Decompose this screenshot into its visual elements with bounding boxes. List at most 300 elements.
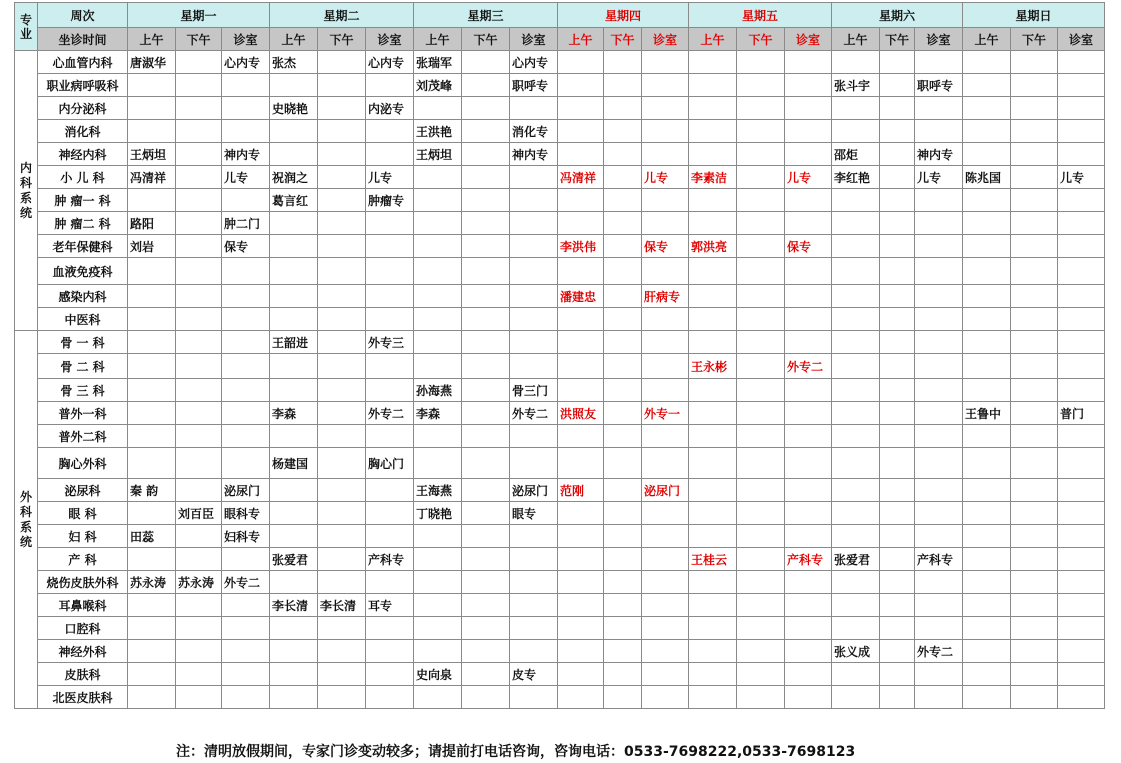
schedule-cell — [785, 594, 832, 617]
schedule-cell — [832, 686, 880, 709]
schedule-cell — [558, 617, 604, 640]
schedule-cell — [963, 448, 1011, 479]
schedule-cell — [270, 308, 318, 331]
schedule-cell — [176, 663, 222, 686]
schedule-cell — [832, 448, 880, 479]
schedule-cell: 眼科专 — [222, 502, 270, 525]
day-header: 星期六 — [832, 3, 963, 28]
schedule-cell: 普门 — [1058, 402, 1105, 425]
schedule-cell — [558, 74, 604, 97]
schedule-cell — [318, 686, 366, 709]
schedule-cell — [604, 640, 642, 663]
schedule-cell — [128, 594, 176, 617]
schedule-cell — [963, 97, 1011, 120]
schedule-cell — [737, 235, 785, 258]
schedule-cell — [832, 425, 880, 448]
schedule-cell — [270, 663, 318, 686]
schedule-cell — [318, 479, 366, 502]
schedule-cell: 保专 — [642, 235, 689, 258]
schedule-cell — [1011, 548, 1058, 571]
schedule-cell: 范刚 — [558, 479, 604, 502]
schedule-cell — [642, 571, 689, 594]
department-name: 血液免疫科 — [38, 258, 128, 285]
schedule-cell — [689, 425, 737, 448]
schedule-cell — [558, 120, 604, 143]
schedule-cell — [642, 308, 689, 331]
schedule-cell — [462, 189, 510, 212]
table-row — [15, 448, 1105, 479]
schedule-cell: 王桂云 — [689, 548, 737, 571]
schedule-cell — [222, 548, 270, 571]
schedule-cell — [318, 331, 366, 354]
department-name: 消化科 — [38, 120, 128, 143]
schedule-cell — [689, 525, 737, 548]
schedule-cell — [1058, 258, 1105, 285]
schedule-cell — [366, 571, 414, 594]
schedule-cell: 神内专 — [510, 143, 558, 166]
schedule-cell — [510, 571, 558, 594]
schedule-cell — [176, 594, 222, 617]
schedule-cell — [963, 571, 1011, 594]
schedule-cell — [737, 212, 785, 235]
schedule-cell — [737, 571, 785, 594]
schedule-cell — [689, 331, 737, 354]
schedule-cell — [1011, 354, 1058, 379]
schedule-cell — [318, 502, 366, 525]
schedule-cell — [963, 525, 1011, 548]
schedule-cell: 李洪伟 — [558, 235, 604, 258]
department-name: 泌尿科 — [38, 479, 128, 502]
schedule-cell — [462, 617, 510, 640]
schedule-cell: 丁晓艳 — [414, 502, 462, 525]
schedule-cell — [1058, 354, 1105, 379]
schedule-cell — [318, 166, 366, 189]
schedule-cell — [318, 120, 366, 143]
schedule-cell — [462, 308, 510, 331]
schedule-cell — [880, 258, 915, 285]
schedule-cell — [737, 594, 785, 617]
schedule-cell: 王炳坦 — [128, 143, 176, 166]
schedule-cell — [176, 425, 222, 448]
schedule-cell — [462, 663, 510, 686]
department-name: 普外一科 — [38, 402, 128, 425]
schedule-cell — [604, 617, 642, 640]
schedule-cell — [462, 548, 510, 571]
schedule-cell — [785, 663, 832, 686]
schedule-cell — [1058, 686, 1105, 709]
schedule-cell — [176, 331, 222, 354]
schedule-cell — [510, 258, 558, 285]
schedule-cell — [832, 97, 880, 120]
schedule-cell: 妇科专 — [222, 525, 270, 548]
schedule-cell — [737, 548, 785, 571]
schedule-cell — [558, 640, 604, 663]
session-header: 诊室 — [1058, 28, 1105, 51]
schedule-cell: 唐淑华 — [128, 51, 176, 74]
schedule-cell — [785, 74, 832, 97]
schedule-cell — [128, 663, 176, 686]
schedule-cell — [270, 120, 318, 143]
schedule-cell — [642, 212, 689, 235]
schedule-cell — [414, 594, 462, 617]
schedule-cell — [176, 479, 222, 502]
schedule-cell — [366, 502, 414, 525]
schedule-cell — [963, 308, 1011, 331]
schedule-cell — [689, 594, 737, 617]
schedule-cell: 李森 — [414, 402, 462, 425]
schedule-cell: 外专三 — [366, 331, 414, 354]
week-header: 周次 — [38, 3, 128, 28]
schedule-cell — [414, 212, 462, 235]
schedule-cell: 杨建国 — [270, 448, 318, 479]
day-header: 星期二 — [270, 3, 414, 28]
schedule-cell — [785, 331, 832, 354]
schedule-cell — [510, 548, 558, 571]
table-row — [15, 120, 1105, 143]
schedule-cell — [915, 617, 963, 640]
schedule-cell — [270, 258, 318, 285]
schedule-cell: 心内专 — [366, 51, 414, 74]
schedule-cell — [963, 640, 1011, 663]
department-name: 胸心外科 — [38, 448, 128, 479]
schedule-cell: 路阳 — [128, 212, 176, 235]
schedule-cell — [880, 425, 915, 448]
schedule-cell — [689, 212, 737, 235]
schedule-cell — [880, 308, 915, 331]
schedule-cell — [915, 663, 963, 686]
schedule-cell: 泌尿门 — [222, 479, 270, 502]
schedule-cell — [915, 235, 963, 258]
schedule-cell — [832, 51, 880, 74]
schedule-cell — [270, 571, 318, 594]
schedule-cell — [462, 502, 510, 525]
schedule-cell — [176, 448, 222, 479]
schedule-cell — [880, 97, 915, 120]
schedule-cell — [176, 120, 222, 143]
schedule-cell — [558, 354, 604, 379]
schedule-cell — [832, 617, 880, 640]
schedule-cell — [915, 120, 963, 143]
schedule-cell — [318, 308, 366, 331]
schedule-cell — [880, 212, 915, 235]
schedule-cell — [880, 617, 915, 640]
schedule-cell — [128, 120, 176, 143]
schedule-cell — [366, 143, 414, 166]
schedule-cell — [128, 97, 176, 120]
schedule-cell — [1011, 308, 1058, 331]
schedule-cell — [963, 331, 1011, 354]
schedule-cell — [270, 502, 318, 525]
schedule-cell — [1058, 212, 1105, 235]
schedule-cell — [915, 571, 963, 594]
schedule-cell — [604, 51, 642, 74]
schedule-cell — [604, 166, 642, 189]
schedule-cell — [318, 617, 366, 640]
schedule-cell — [737, 686, 785, 709]
schedule-cell — [604, 686, 642, 709]
schedule-cell — [176, 74, 222, 97]
schedule-cell — [832, 189, 880, 212]
schedule-cell — [462, 402, 510, 425]
schedule-cell — [222, 640, 270, 663]
schedule-cell — [222, 663, 270, 686]
schedule-cell — [222, 120, 270, 143]
schedule-cell — [176, 402, 222, 425]
schedule-cell — [642, 258, 689, 285]
table-row — [15, 235, 1105, 258]
schedule-cell: 保专 — [222, 235, 270, 258]
schedule-cell — [915, 331, 963, 354]
schedule-cell — [880, 235, 915, 258]
schedule-cell — [604, 502, 642, 525]
schedule-cell — [414, 448, 462, 479]
schedule-cell — [642, 525, 689, 548]
schedule-cell — [222, 425, 270, 448]
schedule-cell — [880, 189, 915, 212]
schedule-cell — [832, 479, 880, 502]
schedule-cell — [832, 525, 880, 548]
table-row — [15, 51, 1105, 74]
schedule-cell: 王炳坦 — [414, 143, 462, 166]
schedule-cell — [222, 594, 270, 617]
schedule-cell — [510, 686, 558, 709]
schedule-cell — [689, 74, 737, 97]
schedule-cell — [1011, 502, 1058, 525]
schedule-cell — [510, 617, 558, 640]
department-name: 老年保健科 — [38, 235, 128, 258]
schedule-cell — [270, 525, 318, 548]
schedule-cell: 儿专 — [222, 166, 270, 189]
schedule-cell — [558, 448, 604, 479]
table-row — [15, 189, 1105, 212]
schedule-cell — [737, 617, 785, 640]
schedule-cell: 神内专 — [222, 143, 270, 166]
schedule-cell — [510, 425, 558, 448]
day-header: 星期四 — [558, 3, 689, 28]
schedule-cell: 保专 — [785, 235, 832, 258]
day-header: 星期三 — [414, 3, 558, 28]
schedule-cell — [318, 663, 366, 686]
schedule-cell — [366, 525, 414, 548]
schedule-cell — [176, 548, 222, 571]
schedule-cell — [128, 74, 176, 97]
schedule-cell — [785, 308, 832, 331]
table-row — [15, 308, 1105, 331]
schedule-cell — [915, 354, 963, 379]
schedule-cell: 苏永涛 — [176, 571, 222, 594]
schedule-cell — [318, 189, 366, 212]
schedule-cell — [1058, 425, 1105, 448]
schedule-cell — [270, 285, 318, 308]
schedule-cell — [366, 617, 414, 640]
schedule-cell: 儿专 — [785, 166, 832, 189]
schedule-cell — [1011, 97, 1058, 120]
schedule-cell — [510, 448, 558, 479]
schedule-cell — [737, 258, 785, 285]
session-header: 上午 — [414, 28, 462, 51]
schedule-cell — [318, 212, 366, 235]
schedule-cell — [1011, 285, 1058, 308]
schedule-cell — [318, 448, 366, 479]
schedule-cell — [414, 571, 462, 594]
schedule-cell: 张瑞军 — [414, 51, 462, 74]
department-name: 内分泌科 — [38, 97, 128, 120]
schedule-cell — [366, 425, 414, 448]
schedule-cell — [462, 285, 510, 308]
category-label: 外科系统 — [15, 331, 38, 709]
table-row — [15, 548, 1105, 571]
schedule-cell: 外专二 — [915, 640, 963, 663]
schedule-cell — [642, 120, 689, 143]
schedule-cell — [462, 212, 510, 235]
schedule-cell — [604, 212, 642, 235]
schedule-cell — [270, 686, 318, 709]
schedule-cell: 耳专 — [366, 594, 414, 617]
schedule-cell — [270, 617, 318, 640]
schedule-cell — [414, 617, 462, 640]
schedule-cell: 张斗宇 — [832, 74, 880, 97]
session-header: 下午 — [462, 28, 510, 51]
schedule-cell: 秦 韵 — [128, 479, 176, 502]
schedule-cell — [414, 331, 462, 354]
schedule-cell — [414, 258, 462, 285]
schedule-cell — [1058, 331, 1105, 354]
schedule-cell — [462, 594, 510, 617]
schedule-cell — [604, 571, 642, 594]
schedule-cell — [604, 479, 642, 502]
schedule-cell — [510, 308, 558, 331]
schedule-cell — [1011, 617, 1058, 640]
schedule-cell: 刘岩 — [128, 235, 176, 258]
schedule-cell — [1058, 51, 1105, 74]
department-name: 妇 科 — [38, 525, 128, 548]
table-row — [15, 686, 1105, 709]
schedule-cell — [604, 663, 642, 686]
schedule-cell — [963, 189, 1011, 212]
schedule-cell — [1011, 640, 1058, 663]
schedule-cell — [785, 143, 832, 166]
schedule-cell — [689, 308, 737, 331]
schedule-cell — [222, 331, 270, 354]
schedule-cell — [642, 189, 689, 212]
schedule-cell — [128, 617, 176, 640]
schedule-cell — [880, 525, 915, 548]
schedule-cell — [880, 143, 915, 166]
schedule-cell — [222, 308, 270, 331]
schedule-cell — [785, 189, 832, 212]
schedule-cell — [222, 402, 270, 425]
schedule-cell — [270, 74, 318, 97]
schedule-cell — [1058, 189, 1105, 212]
session-header: 下午 — [604, 28, 642, 51]
schedule-cell — [128, 548, 176, 571]
session-header: 上午 — [832, 28, 880, 51]
table-row — [15, 425, 1105, 448]
schedule-cell — [1058, 640, 1105, 663]
time-header: 坐诊时间 — [38, 28, 128, 51]
session-header: 上午 — [270, 28, 318, 51]
schedule-cell — [832, 571, 880, 594]
schedule-cell — [1011, 235, 1058, 258]
schedule-cell — [604, 331, 642, 354]
department-name: 北医皮肤科 — [38, 686, 128, 709]
schedule-cell — [642, 354, 689, 379]
schedule-cell — [128, 308, 176, 331]
schedule-cell — [963, 425, 1011, 448]
schedule-cell — [128, 258, 176, 285]
schedule-cell — [880, 594, 915, 617]
session-header: 诊室 — [785, 28, 832, 51]
table-row — [15, 97, 1105, 120]
schedule-cell — [366, 308, 414, 331]
schedule-cell — [737, 525, 785, 548]
schedule-cell — [414, 97, 462, 120]
schedule-cell: 心内专 — [510, 51, 558, 74]
table-row — [15, 166, 1105, 189]
schedule-cell — [915, 189, 963, 212]
department-name: 职业病呼吸科 — [38, 74, 128, 97]
schedule-cell — [176, 285, 222, 308]
schedule-cell: 张爱君 — [832, 548, 880, 571]
schedule-cell — [414, 189, 462, 212]
schedule-cell — [462, 425, 510, 448]
schedule-cell — [963, 258, 1011, 285]
schedule-cell — [462, 97, 510, 120]
schedule-cell — [880, 331, 915, 354]
schedule-cell: 祝润之 — [270, 166, 318, 189]
schedule-cell — [880, 120, 915, 143]
schedule-cell: 张爱君 — [270, 548, 318, 571]
schedule-cell — [689, 479, 737, 502]
session-header: 诊室 — [222, 28, 270, 51]
schedule-cell — [689, 686, 737, 709]
schedule-cell — [785, 479, 832, 502]
schedule-cell — [604, 548, 642, 571]
schedule-cell — [128, 640, 176, 663]
schedule-cell: 内泌专 — [366, 97, 414, 120]
schedule-cell — [366, 640, 414, 663]
schedule-cell — [737, 51, 785, 74]
schedule-cell — [1011, 379, 1058, 402]
schedule-cell — [176, 258, 222, 285]
schedule-cell: 皮专 — [510, 663, 558, 686]
schedule-cell — [737, 331, 785, 354]
schedule-cell — [737, 402, 785, 425]
schedule-cell — [963, 594, 1011, 617]
schedule-cell: 刘茂峰 — [414, 74, 462, 97]
schedule-cell — [1011, 51, 1058, 74]
schedule-cell — [176, 308, 222, 331]
schedule-cell — [737, 143, 785, 166]
schedule-cell — [366, 212, 414, 235]
schedule-cell — [915, 308, 963, 331]
schedule-cell — [414, 525, 462, 548]
schedule-cell — [176, 525, 222, 548]
schedule-cell — [366, 285, 414, 308]
schedule-cell: 神内专 — [915, 143, 963, 166]
department-name: 口腔科 — [38, 617, 128, 640]
outpatient-schedule-table — [14, 2, 1105, 709]
schedule-cell — [785, 525, 832, 548]
schedule-cell: 王海燕 — [414, 479, 462, 502]
schedule-cell — [414, 235, 462, 258]
schedule-cell: 儿专 — [642, 166, 689, 189]
table-row — [15, 640, 1105, 663]
schedule-cell: 张义成 — [832, 640, 880, 663]
schedule-cell — [963, 74, 1011, 97]
schedule-cell: 职呼专 — [510, 74, 558, 97]
schedule-cell: 陈兆国 — [963, 166, 1011, 189]
